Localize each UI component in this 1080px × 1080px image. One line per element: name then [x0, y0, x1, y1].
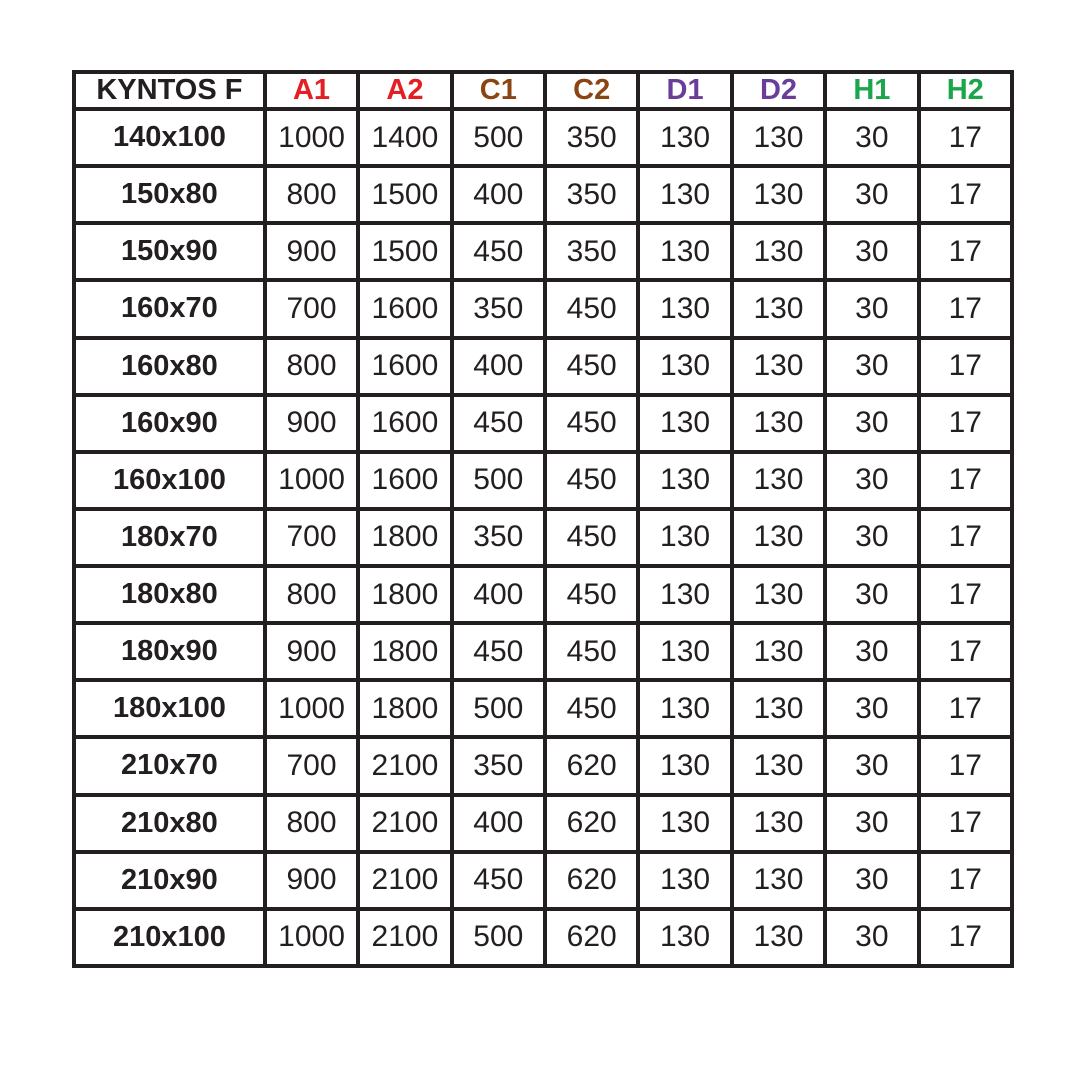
- value-cell-c2: 450: [547, 340, 636, 393]
- value-cell-d1: 130: [640, 568, 729, 621]
- row-model-cell: 140x100: [76, 111, 263, 164]
- value-cell-a2: 1800: [360, 568, 449, 621]
- table-header-row: [76, 74, 1010, 107]
- row-model-cell: 210x90: [76, 854, 263, 907]
- column-header-h1: H1: [827, 74, 916, 107]
- row-model-cell: 160x100: [76, 454, 263, 507]
- row-model-cell: 210x100: [76, 911, 263, 964]
- value-cell-c1: 400: [454, 168, 543, 221]
- value-cell-h1: 30: [827, 911, 916, 964]
- table-row: [76, 168, 1010, 221]
- value-cell-d1: 130: [640, 111, 729, 164]
- row-model-cell: 150x80: [76, 168, 263, 221]
- value-cell-d2: 130: [734, 625, 823, 678]
- value-cell-a1: 1000: [267, 682, 356, 735]
- value-cell-d1: 130: [640, 739, 729, 792]
- table-row: [76, 225, 1010, 278]
- value-cell-c2: 620: [547, 911, 636, 964]
- value-cell-d1: 130: [640, 397, 729, 450]
- value-cell-d1: 130: [640, 454, 729, 507]
- value-cell-d2: 130: [734, 454, 823, 507]
- value-cell-c1: 500: [454, 911, 543, 964]
- row-model-cell: 150x90: [76, 225, 263, 278]
- value-cell-c1: 500: [454, 111, 543, 164]
- value-cell-a2: 1600: [360, 397, 449, 450]
- value-cell-d1: 130: [640, 225, 729, 278]
- value-cell-h1: 30: [827, 625, 916, 678]
- table-row: [76, 739, 1010, 792]
- value-cell-a1: 900: [267, 854, 356, 907]
- value-cell-a2: 1400: [360, 111, 449, 164]
- value-cell-d2: 130: [734, 111, 823, 164]
- value-cell-a2: 1800: [360, 625, 449, 678]
- value-cell-d1: 130: [640, 854, 729, 907]
- value-cell-d2: 130: [734, 340, 823, 393]
- value-cell-h1: 30: [827, 340, 916, 393]
- value-cell-c1: 350: [454, 511, 543, 564]
- table-body: [76, 111, 1010, 964]
- value-cell-a1: 800: [267, 568, 356, 621]
- row-model-cell: 160x80: [76, 340, 263, 393]
- value-cell-c2: 350: [547, 225, 636, 278]
- column-header-h2: H2: [921, 74, 1010, 107]
- value-cell-a1: 800: [267, 797, 356, 850]
- value-cell-h1: 30: [827, 568, 916, 621]
- column-header-d1: D1: [640, 74, 729, 107]
- dimensions-table-frame: [72, 70, 1014, 968]
- value-cell-d1: 130: [640, 911, 729, 964]
- value-cell-d2: 130: [734, 568, 823, 621]
- table-row: [76, 625, 1010, 678]
- value-cell-c1: 400: [454, 340, 543, 393]
- value-cell-c2: 450: [547, 511, 636, 564]
- value-cell-c2: 450: [547, 625, 636, 678]
- value-cell-c1: 400: [454, 568, 543, 621]
- value-cell-h2: 17: [921, 739, 1010, 792]
- table-row: [76, 340, 1010, 393]
- row-model-cell: 180x80: [76, 568, 263, 621]
- value-cell-a1: 700: [267, 282, 356, 335]
- value-cell-d2: 130: [734, 225, 823, 278]
- dimensions-table: [72, 70, 1014, 968]
- value-cell-d2: 130: [734, 739, 823, 792]
- row-model-cell: 180x70: [76, 511, 263, 564]
- table-row: [76, 397, 1010, 450]
- value-cell-c1: 450: [454, 854, 543, 907]
- value-cell-a1: 800: [267, 340, 356, 393]
- value-cell-d2: 130: [734, 854, 823, 907]
- value-cell-c1: 500: [454, 454, 543, 507]
- value-cell-a1: 1000: [267, 454, 356, 507]
- row-model-cell: 180x100: [76, 682, 263, 735]
- value-cell-a1: 700: [267, 511, 356, 564]
- value-cell-d2: 130: [734, 282, 823, 335]
- value-cell-c2: 620: [547, 739, 636, 792]
- value-cell-h1: 30: [827, 111, 916, 164]
- value-cell-h2: 17: [921, 397, 1010, 450]
- value-cell-a1: 1000: [267, 911, 356, 964]
- value-cell-d1: 130: [640, 797, 729, 850]
- value-cell-h2: 17: [921, 568, 1010, 621]
- value-cell-a1: 900: [267, 625, 356, 678]
- value-cell-d2: 130: [734, 397, 823, 450]
- value-cell-a2: 2100: [360, 854, 449, 907]
- value-cell-a2: 1600: [360, 282, 449, 335]
- value-cell-h2: 17: [921, 454, 1010, 507]
- value-cell-h1: 30: [827, 739, 916, 792]
- table-row: [76, 854, 1010, 907]
- row-model-cell: 180x90: [76, 625, 263, 678]
- value-cell-a2: 1600: [360, 340, 449, 393]
- value-cell-h1: 30: [827, 282, 916, 335]
- value-cell-h1: 30: [827, 511, 916, 564]
- row-model-cell: 160x70: [76, 282, 263, 335]
- value-cell-d1: 130: [640, 340, 729, 393]
- value-cell-a1: 1000: [267, 111, 356, 164]
- value-cell-c1: 400: [454, 797, 543, 850]
- value-cell-d2: 130: [734, 797, 823, 850]
- value-cell-c2: 450: [547, 282, 636, 335]
- value-cell-h1: 30: [827, 682, 916, 735]
- table-row: [76, 282, 1010, 335]
- value-cell-a2: 1600: [360, 454, 449, 507]
- value-cell-a1: 700: [267, 739, 356, 792]
- value-cell-h1: 30: [827, 854, 916, 907]
- value-cell-d1: 130: [640, 511, 729, 564]
- value-cell-c1: 450: [454, 397, 543, 450]
- value-cell-c2: 450: [547, 454, 636, 507]
- table-row: [76, 568, 1010, 621]
- column-header-d2: D2: [734, 74, 823, 107]
- column-header-c1: C1: [454, 74, 543, 107]
- value-cell-c2: 350: [547, 168, 636, 221]
- row-model-cell: 210x70: [76, 739, 263, 792]
- table-row: [76, 111, 1010, 164]
- value-cell-c1: 450: [454, 225, 543, 278]
- value-cell-d2: 130: [734, 911, 823, 964]
- value-cell-h2: 17: [921, 168, 1010, 221]
- table-row: [76, 682, 1010, 735]
- value-cell-h2: 17: [921, 911, 1010, 964]
- value-cell-a2: 2100: [360, 911, 449, 964]
- value-cell-a2: 1500: [360, 168, 449, 221]
- value-cell-d2: 130: [734, 682, 823, 735]
- table-row: [76, 511, 1010, 564]
- value-cell-h2: 17: [921, 225, 1010, 278]
- corner-label: KYNTOS F: [76, 74, 263, 107]
- value-cell-c1: 350: [454, 739, 543, 792]
- value-cell-d2: 130: [734, 168, 823, 221]
- value-cell-h1: 30: [827, 797, 916, 850]
- value-cell-d2: 130: [734, 511, 823, 564]
- value-cell-h2: 17: [921, 511, 1010, 564]
- value-cell-c2: 450: [547, 682, 636, 735]
- value-cell-c2: 620: [547, 854, 636, 907]
- value-cell-h2: 17: [921, 282, 1010, 335]
- value-cell-h2: 17: [921, 797, 1010, 850]
- value-cell-c2: 350: [547, 111, 636, 164]
- value-cell-a1: 900: [267, 225, 356, 278]
- column-header-c2: C2: [547, 74, 636, 107]
- value-cell-c1: 350: [454, 282, 543, 335]
- value-cell-h1: 30: [827, 168, 916, 221]
- row-model-cell: 160x90: [76, 397, 263, 450]
- value-cell-h1: 30: [827, 397, 916, 450]
- table-row: [76, 911, 1010, 964]
- value-cell-c1: 500: [454, 682, 543, 735]
- column-header-a2: A2: [360, 74, 449, 107]
- value-cell-c2: 450: [547, 568, 636, 621]
- table-row: [76, 797, 1010, 850]
- value-cell-h2: 17: [921, 854, 1010, 907]
- row-model-cell: 210x80: [76, 797, 263, 850]
- value-cell-h1: 30: [827, 225, 916, 278]
- value-cell-d1: 130: [640, 168, 729, 221]
- value-cell-a1: 800: [267, 168, 356, 221]
- value-cell-h2: 17: [921, 340, 1010, 393]
- value-cell-a2: 2100: [360, 739, 449, 792]
- value-cell-d1: 130: [640, 682, 729, 735]
- value-cell-h2: 17: [921, 111, 1010, 164]
- value-cell-a2: 1800: [360, 682, 449, 735]
- value-cell-c1: 450: [454, 625, 543, 678]
- value-cell-d1: 130: [640, 282, 729, 335]
- value-cell-a2: 1500: [360, 225, 449, 278]
- value-cell-a2: 2100: [360, 797, 449, 850]
- table-row: [76, 454, 1010, 507]
- value-cell-h2: 17: [921, 625, 1010, 678]
- value-cell-a2: 1800: [360, 511, 449, 564]
- value-cell-h1: 30: [827, 454, 916, 507]
- value-cell-c2: 450: [547, 397, 636, 450]
- value-cell-h2: 17: [921, 682, 1010, 735]
- value-cell-d1: 130: [640, 625, 729, 678]
- value-cell-c2: 620: [547, 797, 636, 850]
- column-header-a1: A1: [267, 74, 356, 107]
- value-cell-a1: 900: [267, 397, 356, 450]
